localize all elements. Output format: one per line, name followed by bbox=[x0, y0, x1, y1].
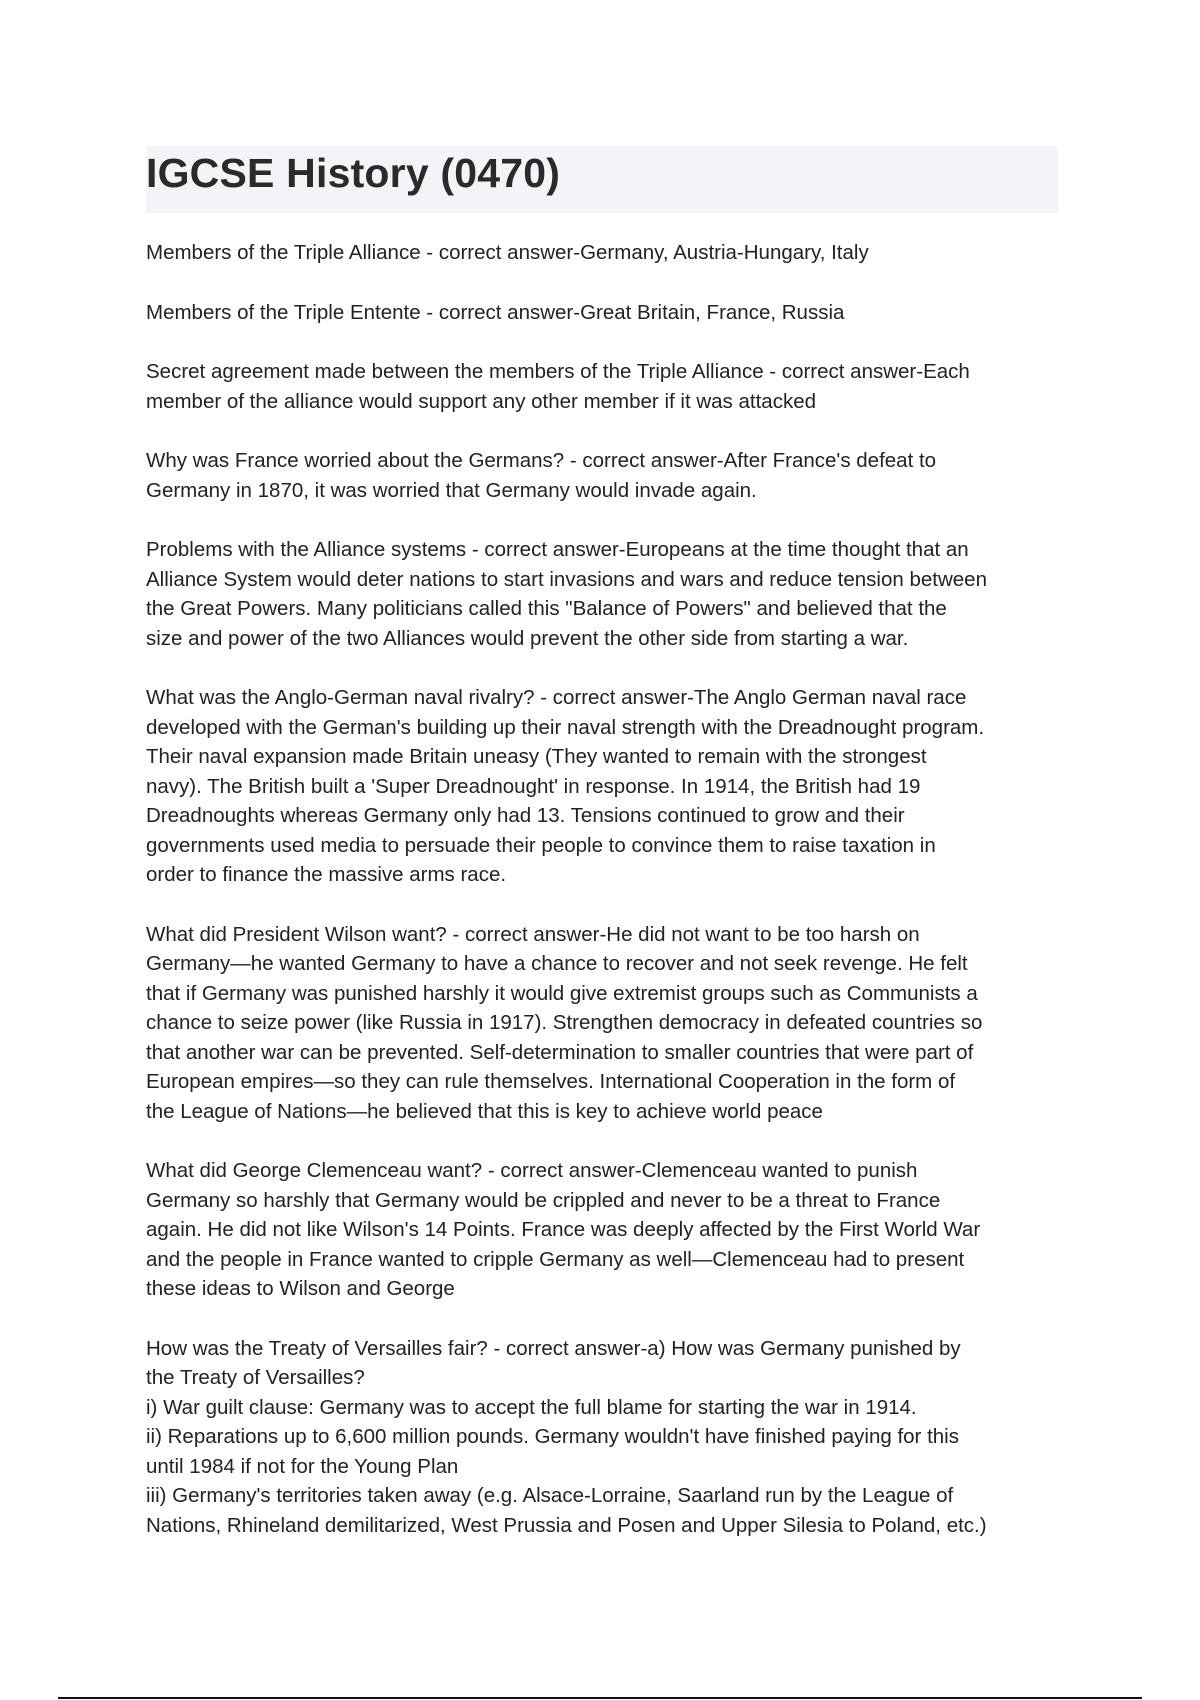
qa-item bbox=[146, 1156, 1076, 1304]
qa-line: again. He did not like Wilson's 14 Points. France was deeply affected by the First World War bbox=[146, 1218, 981, 1241]
qa-item bbox=[146, 535, 1076, 653]
qa-line: developed with the German's building up their naval strength with the Dreadnought program. bbox=[146, 715, 985, 739]
qa-line: navy). The British built a 'Super Dreadnought' in response. In 1914, the British had 19 bbox=[146, 774, 921, 798]
qa-item bbox=[146, 298, 1076, 328]
qa-item bbox=[146, 683, 1076, 890]
qa-line: Members of the Triple Alliance - correct answer-Germany, Austria-Hungary, Italy bbox=[146, 241, 869, 264]
qa-line: these ideas to Wilson and George bbox=[146, 1277, 455, 1300]
qa-line: and the people in France wanted to cripple Germany as well—Clemenceau had to present bbox=[146, 1247, 965, 1271]
qa-line: Dreadnoughts whereas Germany only had 13. Tensions continued to grow and their bbox=[146, 804, 905, 827]
qa-line: the League of Nations—he believed that this is key to achieve world peace bbox=[146, 1099, 823, 1123]
qa-line: What did George Clemenceau want? - correct answer-Clemenceau wanted to punish bbox=[146, 1159, 918, 1182]
qa-item bbox=[146, 238, 1076, 268]
qa-item bbox=[146, 920, 1076, 1127]
qa-line: European empires—so they can rule themselves. International Cooperation in the form of bbox=[146, 1070, 956, 1093]
qa-line: chance to seize power (like Russia in 1917). Strengthen democracy in defeated countries so bbox=[146, 1011, 983, 1034]
qa-line: the Great Powers. Many politicians called this "Balance of Powers" and believed that the bbox=[146, 597, 947, 620]
qa-line: ii) Reparations up to 6,600 million pounds. Germany wouldn't have finished paying for this bbox=[146, 1425, 959, 1448]
qa-line: Nations, Rhineland demilitarized, West Prussia and Posen and Upper Silesia to Poland, etc.) bbox=[146, 1513, 987, 1537]
qa-line: Alliance System would deter nations to start invasions and wars and reduce tension between bbox=[146, 567, 987, 591]
qa-line: that if Germany was punished harshly it would give extremist groups such as Communists a bbox=[146, 981, 978, 1005]
qa-line: Problems with the Alliance systems - correct answer-Europeans at the time thought that an bbox=[146, 538, 969, 561]
qa-line: How was the Treaty of Versailles fair? - correct answer-a) How was Germany punished by bbox=[146, 1336, 961, 1360]
qa-line: Germany in 1870, it was worried that Germany would invade again. bbox=[146, 478, 757, 502]
qa-line: Germany so harshly that Germany would be crippled and never to be a threat to France bbox=[146, 1188, 941, 1212]
qa-item bbox=[146, 1334, 1076, 1541]
footer-divider bbox=[58, 1697, 1142, 1699]
qa-line: the Treaty of Versailles? bbox=[146, 1366, 365, 1389]
qa-line: Secret agreement made between the members of the Triple Alliance - correct answer-Each bbox=[146, 360, 970, 383]
qa-list bbox=[146, 238, 1076, 1570]
qa-line: until 1984 if not for the Young Plan bbox=[146, 1454, 459, 1478]
qa-line: Why was France worried about the Germans? - correct answer-After France's defeat to bbox=[146, 449, 937, 472]
qa-line: What did President Wilson want? - correct answer-He did not want to be too harsh on bbox=[146, 922, 920, 946]
qa-line: order to finance the massive arms race. bbox=[146, 863, 507, 886]
qa-line: Germany—he wanted Germany to have a chance to recover and not seek revenge. He felt bbox=[146, 952, 968, 975]
qa-line: size and power of the two Alliances would prevent the other side from starting a war. bbox=[146, 626, 909, 650]
qa-item bbox=[146, 357, 1076, 416]
qa-item bbox=[146, 446, 1076, 505]
qa-line: member of the alliance would support any other member if it was attacked bbox=[146, 389, 816, 413]
qa-line: governments used media to persuade their people to convince them to raise taxation in bbox=[146, 833, 936, 857]
qa-line: What was the Anglo-German naval rivalry? - correct answer-The Anglo German naval race bbox=[146, 686, 967, 709]
page-title: IGCSE History (0470) bbox=[146, 150, 561, 196]
qa-line: iii) Germany's territories taken away (e.g. Alsace-Lorraine, Saarland run by the League of bbox=[146, 1484, 954, 1507]
qa-line: i) War guilt clause: Germany was to accept the full blame for starting the war in 1914. bbox=[146, 1395, 917, 1419]
qa-line: that another war can be prevented. Self-determination to smaller countries that were part of bbox=[146, 1040, 974, 1064]
qa-line: Members of the Triple Entente - correct answer-Great Britain, France, Russia bbox=[146, 300, 845, 324]
qa-line: Their naval expansion made Britain uneasy (They wanted to remain with the strongest bbox=[146, 745, 927, 768]
